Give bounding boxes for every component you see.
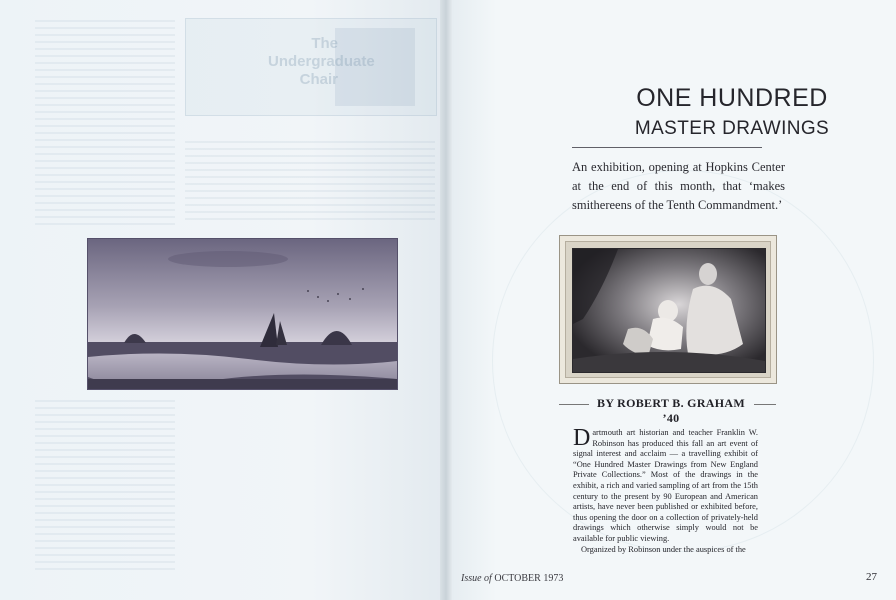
article-title-line1: ONE HUNDRED bbox=[636, 84, 828, 112]
framed-drawing bbox=[559, 235, 777, 384]
drawing-image bbox=[572, 248, 766, 373]
article-title-line2: MASTER DRAWINGS bbox=[634, 118, 830, 139]
show-through-title: The Undergraduate Chair bbox=[268, 35, 375, 88]
haystack-marsh-image bbox=[88, 239, 397, 389]
page-gutter bbox=[440, 0, 452, 600]
show-through-text-column-lower bbox=[35, 400, 175, 570]
issue-label: Issue of bbox=[461, 573, 492, 584]
body-paragraph-2: Organized by Robinson under the auspices of the bbox=[581, 544, 746, 554]
drop-cap: D bbox=[573, 425, 591, 451]
title-rule bbox=[572, 147, 762, 148]
article-body bbox=[573, 425, 758, 555]
landscape-painting bbox=[87, 238, 398, 390]
show-through-logo bbox=[335, 28, 415, 106]
article-deck: An exhibition, opening at Hopkins Center at the end of this month, that ‘makes smithereens of the Tenth Commandment.’ bbox=[572, 160, 785, 212]
left-page bbox=[0, 0, 445, 600]
byline-rule-left bbox=[559, 404, 589, 405]
issue-footer bbox=[461, 573, 563, 584]
mother-child-drawing bbox=[573, 249, 765, 372]
issue-date: OCTOBER 1973 bbox=[494, 573, 564, 584]
show-through-text-column bbox=[35, 20, 175, 225]
show-through-text-block bbox=[185, 140, 435, 220]
body-paragraph-1: artmouth art historian and teacher Franklin W. Robinson has produced this fall an art event of signal interest and acclaim — a travelling exhibit of “One Hundred Master Drawings from New England Private Collections.” Most of the drawings in the exhibit, a rich and varied sampling of art from the 15th century to the present by 90 European and American artists, have never been published or exhibited before, thus opening the door on a collection of privately-held drawings which otherwise simply would not be available for public viewing. bbox=[573, 428, 758, 543]
page-number: 27 bbox=[866, 571, 877, 583]
right-page bbox=[452, 0, 896, 600]
article-byline: BY ROBERT B. GRAHAM ’40 bbox=[597, 396, 745, 425]
byline-rule-right bbox=[754, 404, 776, 405]
